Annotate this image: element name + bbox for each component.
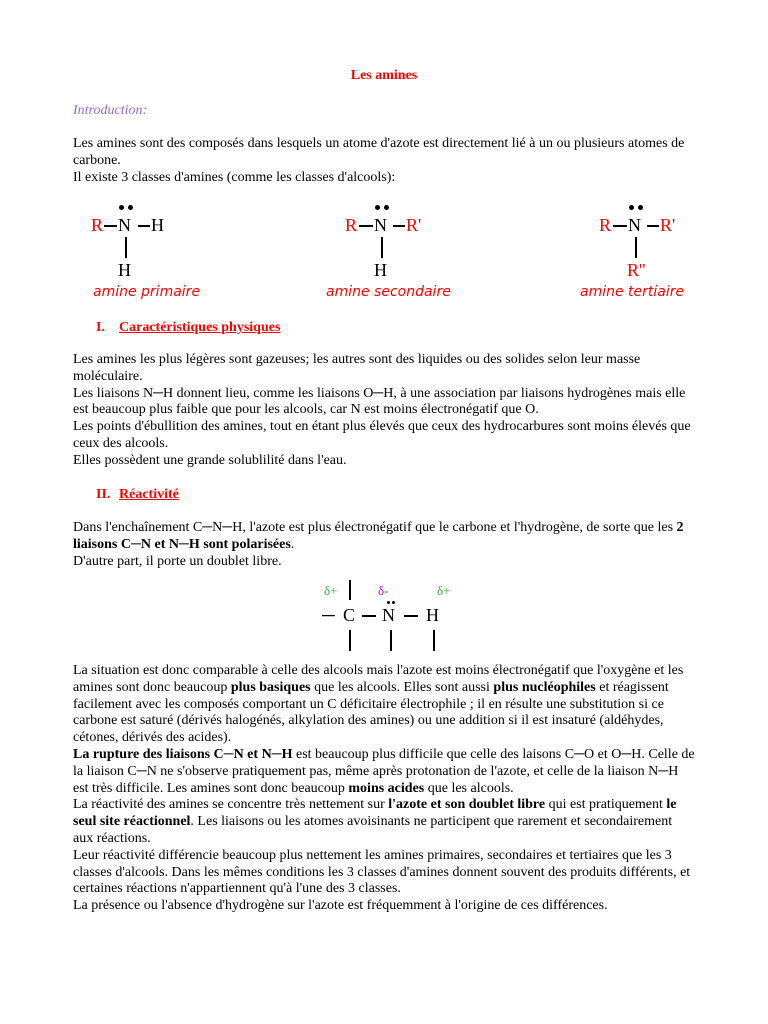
- bond: [359, 225, 373, 227]
- text-run: La réactivité des amines se concentre très nettement sur: [73, 797, 389, 813]
- bond: [104, 225, 117, 227]
- caption-amine-tertiaire: amine tertiaire: [580, 284, 685, 300]
- section-title: Caractéristiques physiques: [119, 320, 281, 335]
- page-title: Les amines: [350, 68, 418, 83]
- text-run: est beaucoup plus difficile que celle des laisons C─O et O─H. Celle de la liaison C─N ne s'observe pratiquement pas, même après protonation de l'azote, et celle de la liaison N─H est très difficile. Les amines sont donc beaucoup: [73, 746, 695, 796]
- bond: [613, 225, 627, 227]
- text-run: que les alcools.: [424, 780, 514, 796]
- lone-pair-dot: [128, 205, 133, 210]
- bold-text: plus basiques: [230, 679, 311, 695]
- bold-text: La rupture des liaisons C─N et N─H: [73, 746, 293, 762]
- section1-paragraph-1: Les amines les plus légères sont gazeuses; les autres sont des liquides ou des solides selon leur masse moléculaire.: [73, 352, 641, 384]
- bond: [138, 225, 150, 227]
- text-run: Dans l'enchaînement C─N─H, l'azote est plus électronégatif que le carbone et l'hydrogène, de sorte que les: [73, 520, 677, 535]
- lone-pair-dot: [387, 601, 390, 604]
- lone-pair-dot: [638, 205, 643, 210]
- section2-paragraph-6: Leur réactivité différencie beaucoup plus nettement les amines primaires, secondaires et tertiaires que les 3 classes d'alcools. Dans les mêmes conditions les 3 classes d'amines donnent souvent des produits différents, et certaines réactions n'appartiennent qu'à l'une des 3 classes.: [73, 847, 691, 897]
- atom-bottom: H: [118, 260, 131, 280]
- text-run: qui est pratiquement: [545, 797, 667, 813]
- lone-pair-dot: [119, 205, 124, 210]
- lone-pair-dot: [629, 205, 634, 210]
- text-run: La situation est donc comparable à celle des alcools mais l'azote est moins électronégatif que l'oxygène et les amines sont donc beaucoup: [73, 663, 684, 695]
- atom-r-prime: R': [406, 215, 422, 235]
- bold-text: plus nucléophiles: [493, 679, 596, 695]
- bond: [349, 630, 351, 651]
- atom-r-prime: R': [660, 215, 676, 235]
- section1-paragraph-4: Elles possèdent une grande solublilité dans l'eau.: [73, 452, 347, 468]
- section2-paragraph-4: [73, 747, 695, 797]
- atom-n: N: [628, 215, 641, 235]
- lone-pair-dot: [384, 205, 389, 210]
- atom-c: C: [343, 605, 356, 625]
- section2-body-text: [73, 663, 695, 915]
- bond: [362, 615, 376, 617]
- section1-text: [73, 352, 695, 470]
- bond: [390, 630, 392, 651]
- section1-paragraph-2: Les liaisons N─H donnent lieu, comme les liaisons O─H, à une association par liaisons hydrogènes mais elle est beaucoup plus faible que pour les alcools, car N est moins électronégatif que O.: [73, 385, 686, 418]
- text-run: . Les liaisons ou les atomes avoisinants ne participent que rarement et secondairement aux réactions.: [73, 814, 673, 846]
- delta-plus-hydrogen: δ+: [437, 583, 451, 598]
- lone-pair-dot: [375, 205, 380, 210]
- atom-r-double-prime: R'': [627, 260, 646, 280]
- intro-paragraph-1: Les amines sont des composés dans lesquels un atome d'azote est directement lié à un ou plusieurs atomes de carbone.: [73, 136, 685, 168]
- dash-left: ─: [322, 605, 335, 625]
- section1-paragraph-3: Les points d'ébullition des amines, tout en étant plus élevés que ceux des hydrocarbures sont moins élevés que ceux des alcools.: [73, 419, 691, 451]
- bond: [381, 237, 383, 258]
- bond: [635, 237, 637, 258]
- atom-n: N: [382, 605, 395, 625]
- lone-pair-dot: [392, 601, 395, 604]
- bond: [393, 225, 405, 227]
- text-run: et réagissent facilement avec les composés comportant un C déficitaire électrophile ; il en résulte une substitution si ce carbone est saturé (dérivés halogénés, alkylation des amines) ou une addition si il est insaturé (aldéhydes, cétones, dérivés des acides).: [73, 679, 669, 746]
- section2-paragraph-3: [73, 663, 695, 747]
- text-run: .: [290, 536, 295, 552]
- section-title: Réactivité: [119, 487, 179, 502]
- section2-intro-text: [73, 520, 695, 570]
- text-run: que les alcools. Elles sont aussi: [310, 679, 494, 695]
- atom-h: H: [426, 605, 439, 625]
- bond: [349, 580, 351, 600]
- atom-r: R: [91, 215, 104, 235]
- section-number: II.: [96, 487, 111, 502]
- atom-r: R: [599, 215, 612, 235]
- section-number: I.: [96, 320, 105, 335]
- caption-amine-primaire: amine primaire: [93, 284, 201, 300]
- atom-h: H: [151, 215, 164, 235]
- bold-text: le seul site réactionnel: [73, 797, 677, 830]
- section2-paragraph-2: D'autre part, il porte un doublet libre.: [73, 553, 282, 569]
- atom-n: N: [118, 215, 131, 235]
- atom-bottom: H: [374, 260, 387, 280]
- bond: [433, 630, 435, 651]
- intro-paragraph-2: Il existe 3 classes d'amines (comme les classes d'alcools):: [73, 169, 396, 185]
- caption-amine-secondaire: amine secondaire: [326, 284, 451, 300]
- atom-r: R: [345, 215, 358, 235]
- atom-n: N: [374, 215, 387, 235]
- delta-minus-nitrogen: δ-: [378, 583, 389, 598]
- section2-paragraph-1: [73, 520, 695, 554]
- bold-text: l'azote et son doublet libre: [388, 797, 546, 813]
- section2-paragraph-7: La présence ou l'absence d'hydrogène sur l'azote est fréquemment à l'origine de ces différences.: [73, 898, 608, 914]
- bond: [404, 615, 418, 617]
- bond: [647, 225, 659, 227]
- delta-plus-carbon: δ+: [324, 583, 338, 598]
- bond: [125, 237, 127, 258]
- bold-text: 2 liaisons C─N et N─H sont polarisées: [73, 520, 684, 552]
- intro-text: [73, 136, 695, 186]
- bold-text: moins acides: [348, 780, 425, 796]
- intro-heading: Introduction:: [73, 103, 148, 118]
- section2-paragraph-5: [73, 797, 695, 847]
